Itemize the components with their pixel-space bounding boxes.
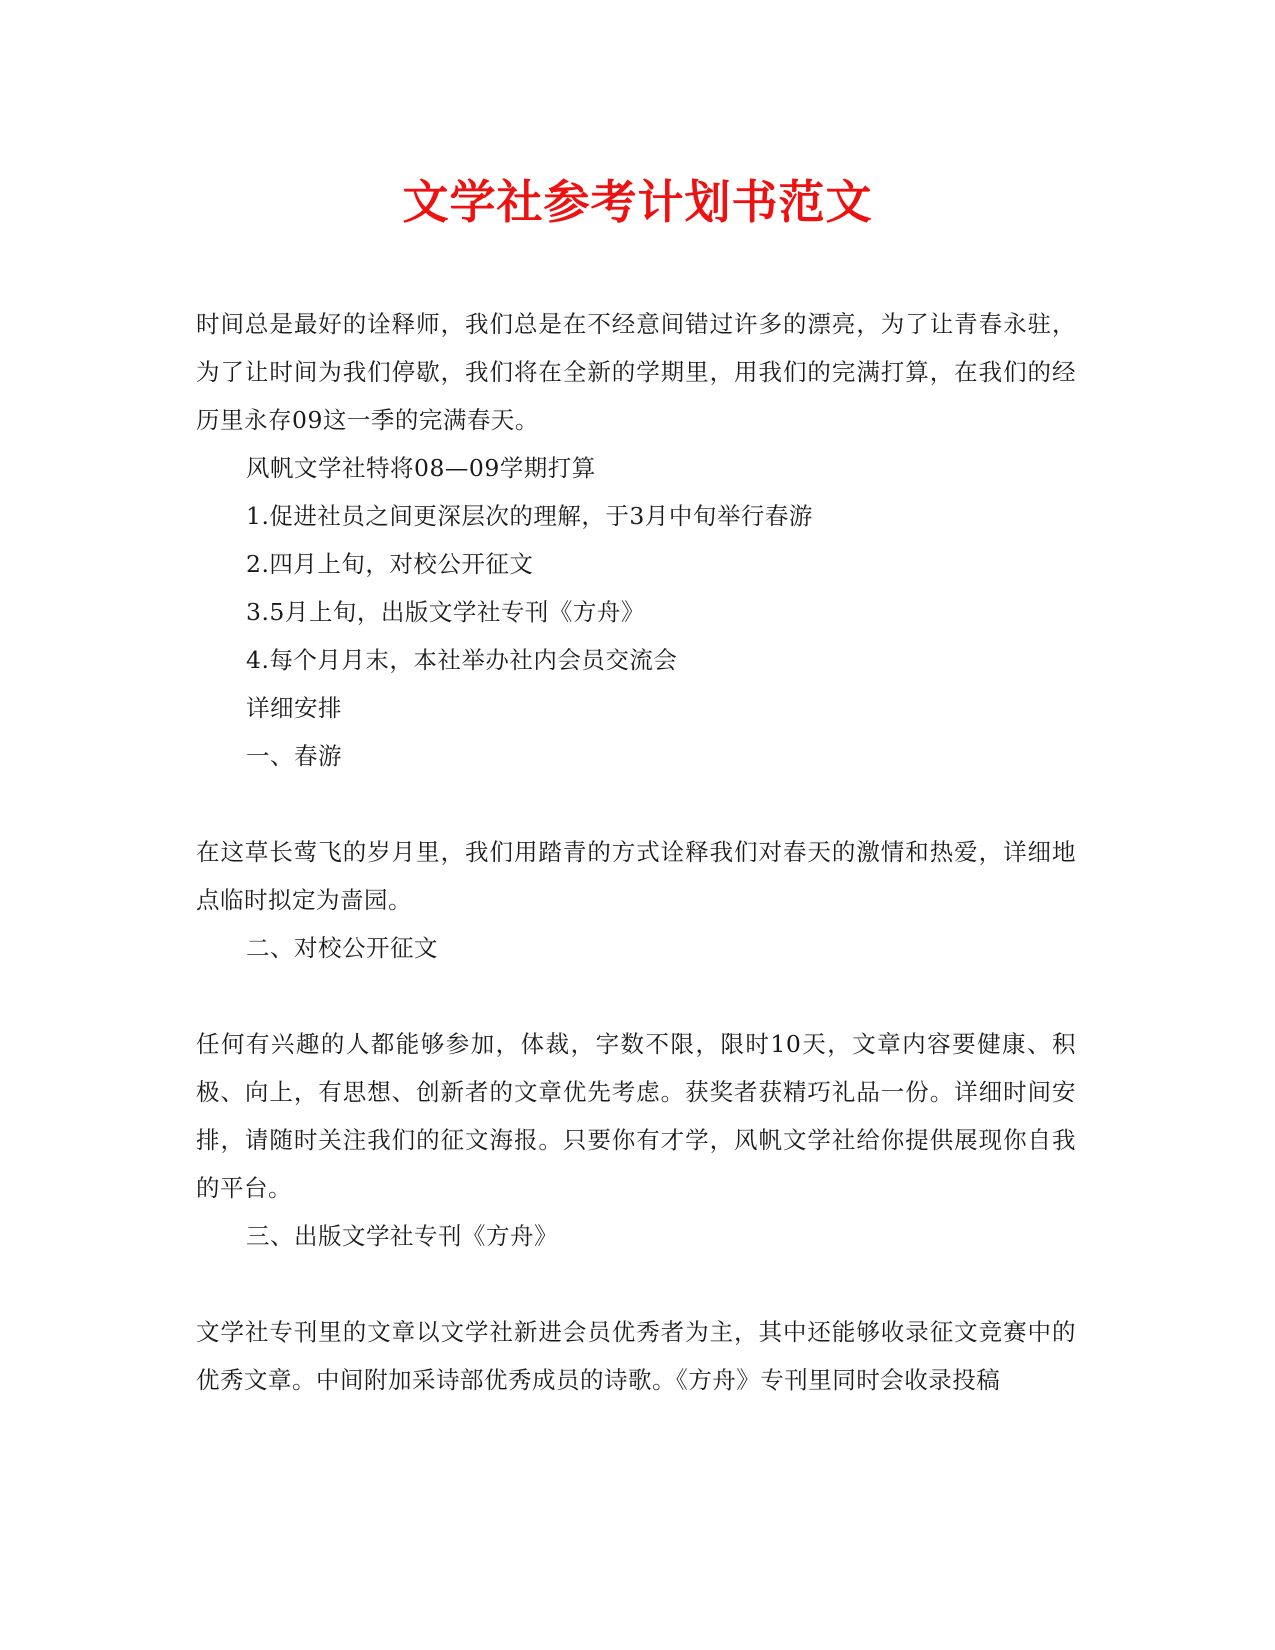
plan-item-3: 3.5月上旬，出版文学社专刊《方舟》 [246,598,645,626]
section-heading-spring-outing: 一、春游 [246,742,342,770]
plan-item-2: 2.四月上旬，对校公开征文 [246,550,534,578]
plan-item-4: 4.每个月月末，本社举办社内会员交流会 [246,646,678,674]
document-title: 文学社参考计划书范文 [402,175,873,229]
spacer [196,780,1076,828]
journal-paragraph: 文学社专刊里的文章以文学社新进会员优秀者为主，其中还能够收录征文竞赛中的优秀文章。中间附加采诗部优秀成员的诗歌。《方舟》专刊里同时会收录投稿 [196,1318,1076,1394]
section-heading-journal: 三、出版文学社专刊《方舟》 [246,1222,558,1250]
document-body [196,300,1076,1404]
plan-item-1: 1.促进社员之间更深层次的理解，于3月中旬举行春游 [246,502,813,530]
plan-heading: 风帆文学社特将08—09学期打算 [246,454,596,482]
details-heading: 详细安排 [246,694,342,722]
essay-contest-paragraph: 任何有兴趣的人都能够参加，体裁，字数不限，限时10天，文章内容要健康、积极、向上，有思想、创新者的文章优先考虑。获奖者获精巧礼品一份。详细时间安排，请随时关注我们的征文海报。只要你有才学，风帆文学社给你提供展现你自我的平台。 [196,1030,1076,1202]
intro-paragraph: 时间总是最好的诠释师，我们总是在不经意间错过许多的漂亮，为了让青春永驻，为了让时间为我们停歇，我们将在全新的学期里，用我们的完满打算，在我们的经历里永存09这一季的完满春天。 [196,310,1076,434]
section-heading-essay-contest: 二、对校公开征文 [246,934,438,962]
spacer [196,972,1076,1020]
spring-outing-paragraph: 在这草长莺飞的岁月里，我们用踏青的方式诠释我们对春天的激情和热爱，详细地点临时拟定为啬园。 [196,838,1076,914]
spacer [196,1260,1076,1308]
